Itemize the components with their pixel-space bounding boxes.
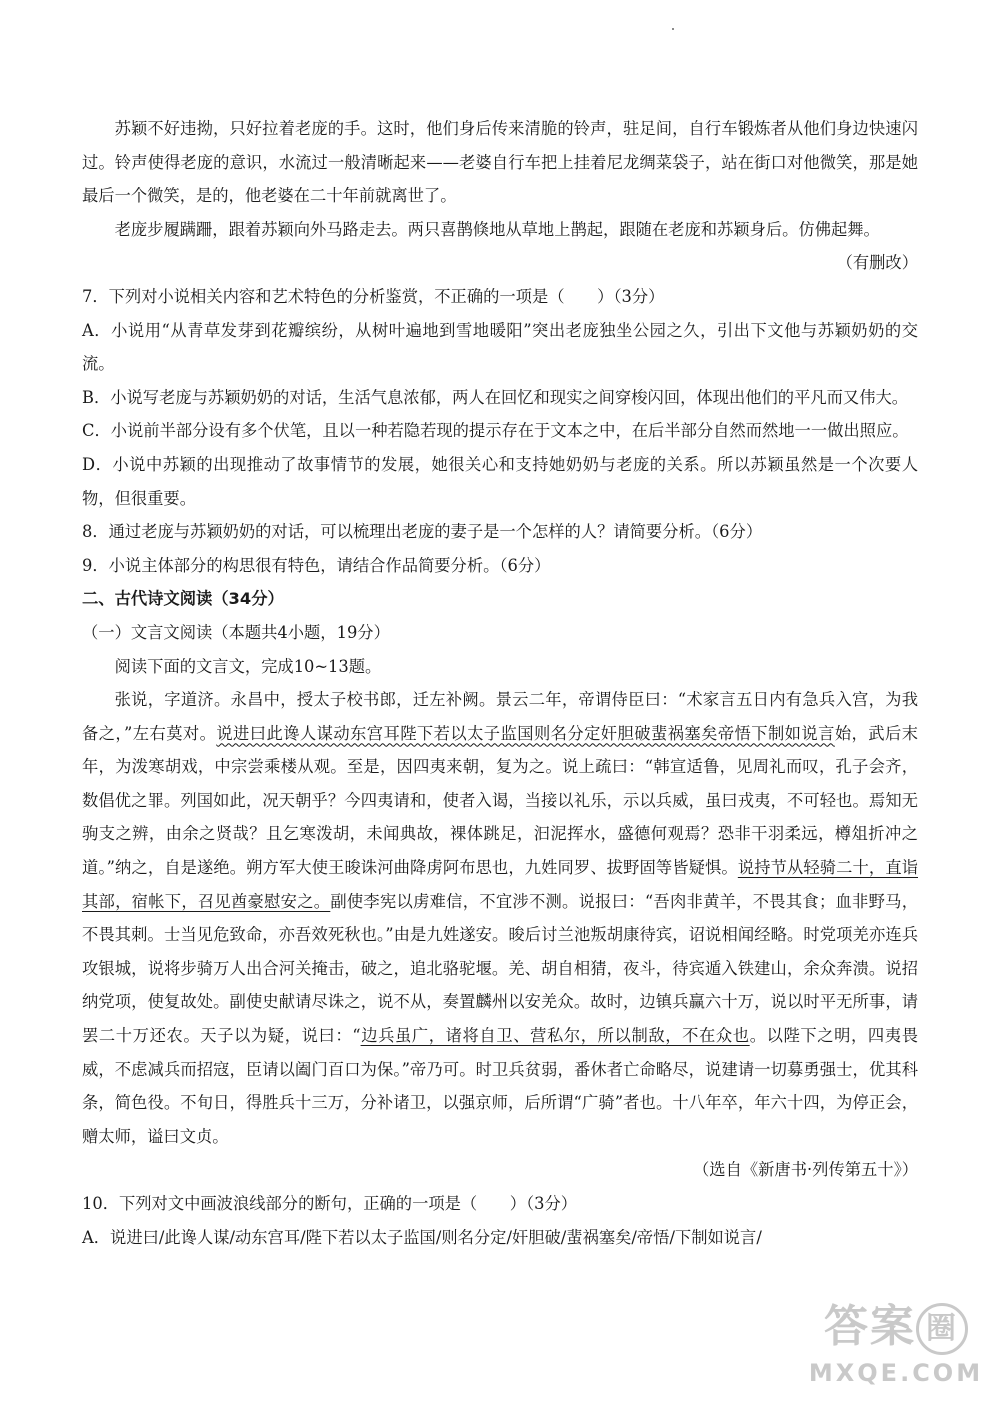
scan-dot: [672, 28, 674, 30]
question-10-option-a: A．说进曰/此谗人谋/动东宫耳/陛下若以太子监国/则名分定/奸胆破/蜚祸塞矣/帝悟/下制如说言/: [82, 1227, 762, 1247]
exam-page: [82, 112, 918, 1254]
watermark-logo: 答案 圈: [808, 1298, 984, 1356]
passage-part-4: 。以陛下之明，四夷畏威，不虑减兵而招寇，臣请以阖门百口为保。”帝乃可。时卫兵贫弱，番休者亡命略尽，说建请一切募勇强士，优其科条，简色役。不旬日，得胜兵十三万，分补诸卫，以强京师，后所谓“广骑”者也。十八年卒，年六十四，为停正会，赠太师，谥曰文贞。: [82, 1026, 918, 1146]
passage-part-3: 副使李宪以虏难信，不宜涉不测。说报曰：“吾肉非黄羊，不畏其食；血非野马，不畏其刺。士当见危致命，亦吾效死秋也。”由是九姓遂安。晙后讨兰池叛胡康待宾，诏说相闻经略。时党项羌亦连兵攻银城，说将步骑万人出合河关掩击，破之，追北骆驼堰。羌、胡自相猜，夜斗，待宾遁入铁建山，余众奔溃。说招纳党项，使复故处。副使史献请尽诛之，说不从，奏置麟州以安羌众。故时，边镇兵赢六十万，说以时平无所事，请罢二十万还农。天子以为疑，说曰：“: [82, 891, 918, 1046]
question-7-option-c: C．小说前半部分设有多个伏笔，且以一种若隐若现的提示存在于文本之中，在后半部分自然而然地一一做出照应。: [82, 421, 909, 441]
watermark-url: MXQE.COM: [808, 1359, 984, 1387]
section-2-instruction: 阅读下面的文言文，完成10~13题。: [114, 656, 382, 676]
question-10-stem: 10．下列对文中画波浪线部分的断句，正确的一项是（ ）（3分）: [82, 1194, 578, 1213]
question-7-stem: 7．下列对小说相关内容和艺术特色的分析鉴赏，不正确的一项是（ ）（3分）: [82, 286, 665, 306]
passage-part-2: 始，武后末年，为泼寒胡戏，中宗尝乘楼从观。至是，因四夷来朝，复为之。说上疏曰：“韩宣适鲁，见周礼而叹，孔子会齐，数倡优之罪。列国如此，况天朝乎？今四夷请和，使者入谒，当接以礼乐，示以兵威，虽曰戎夷，不可轻也。焉知无驹支之辨，由余之贤哉？且乞寒泼胡，未闻典故，裸体跳足，汩泥挥水，盛德何观焉？恐非干羽柔远，樽俎折冲之道。”纳之，自是遂绝。朔方军大使王晙诛河曲降虏阿布思也，九姓同罗、拔野固等皆疑惧。: [82, 723, 918, 878]
underlined-sentence-2: 边兵虽广，诸将自卫、营私尔，所以制敌，不在众也: [360, 1026, 750, 1046]
story-paragraph-2: 老庞步履蹒跚，跟着苏颖向外马路走去。两只喜鹊倏地从草地上鹊起，跟随在老庞和苏颖身后。仿佛起舞。: [114, 219, 880, 239]
question-7-option-a: A．小说用“从青草发芽到花瓣缤纷，从树叶遍地到雪地暖阳”突出老庞独坐公园之久，引出下文他与苏颖奶奶的交流。: [82, 320, 918, 374]
story-note: （有删改）: [836, 253, 918, 273]
question-8: 8．通过老庞与苏颖奶奶的对话，可以梳理出老庞的妻子是一个怎样的人？请简要分析。（6分）: [82, 522, 763, 542]
section-2-title: 二、古代诗文阅读（34分）: [82, 589, 284, 609]
question-7-option-d: D．小说中苏颖的出现推动了故事情节的发展，她很关心和支持她奶奶与老庞的关系。所以苏颖虽然是一个次要人物，但很重要。: [82, 454, 918, 508]
underlined-sentence-1: 说持节从轻骑二十，直诣其部，宿帐下，召见酋豪慰安之。: [82, 858, 918, 911]
question-9: 9．小说主体部分的构思很有特色，请结合作品简要分析。（6分）: [82, 555, 551, 575]
site-watermark: [808, 1298, 984, 1408]
story-paragraph-1: 苏颖不好违拗，只好拉着老庞的手。这时，他们身后传来清脆的铃声，驻足间，自行车锻炼者从他们身边快速闪过。铃声使得老庞的意识，水流过一般清晰起来——老婆自行车把上挂着尼龙绸菜袋子，站在街口对他微笑，那是她最后一个微笑，是的，他老婆在二十年前就离世了。: [82, 119, 918, 206]
passage-source: （选自《新唐书·列传第五十》）: [693, 1160, 918, 1180]
section-2-subtitle: （一）文言文阅读（本题共4小题，19分）: [82, 622, 390, 642]
watermark-circle-icon: 圈: [916, 1303, 968, 1355]
question-7-option-b: B．小说写老庞与苏颖奶奶的对话，生活气息浓郁，两人在回忆和现实之间穿梭闪回，体现出他们的平凡而又伟大。: [82, 387, 909, 407]
passage-part-1: 张说，字道济。永昌中，授太子校书郎，迁左补阙。景云二年，帝谓侍臣曰：“术家言五日内有急兵入宫，为我备之，”左右莫对。: [82, 690, 918, 743]
wavy-underlined-sentence: 说进曰此谗人谋动东宫耳陛下若以太子监国则名分定奸胆破蜚祸塞矣帝悟下制如说言: [216, 723, 835, 743]
classical-passage: [82, 683, 918, 1153]
